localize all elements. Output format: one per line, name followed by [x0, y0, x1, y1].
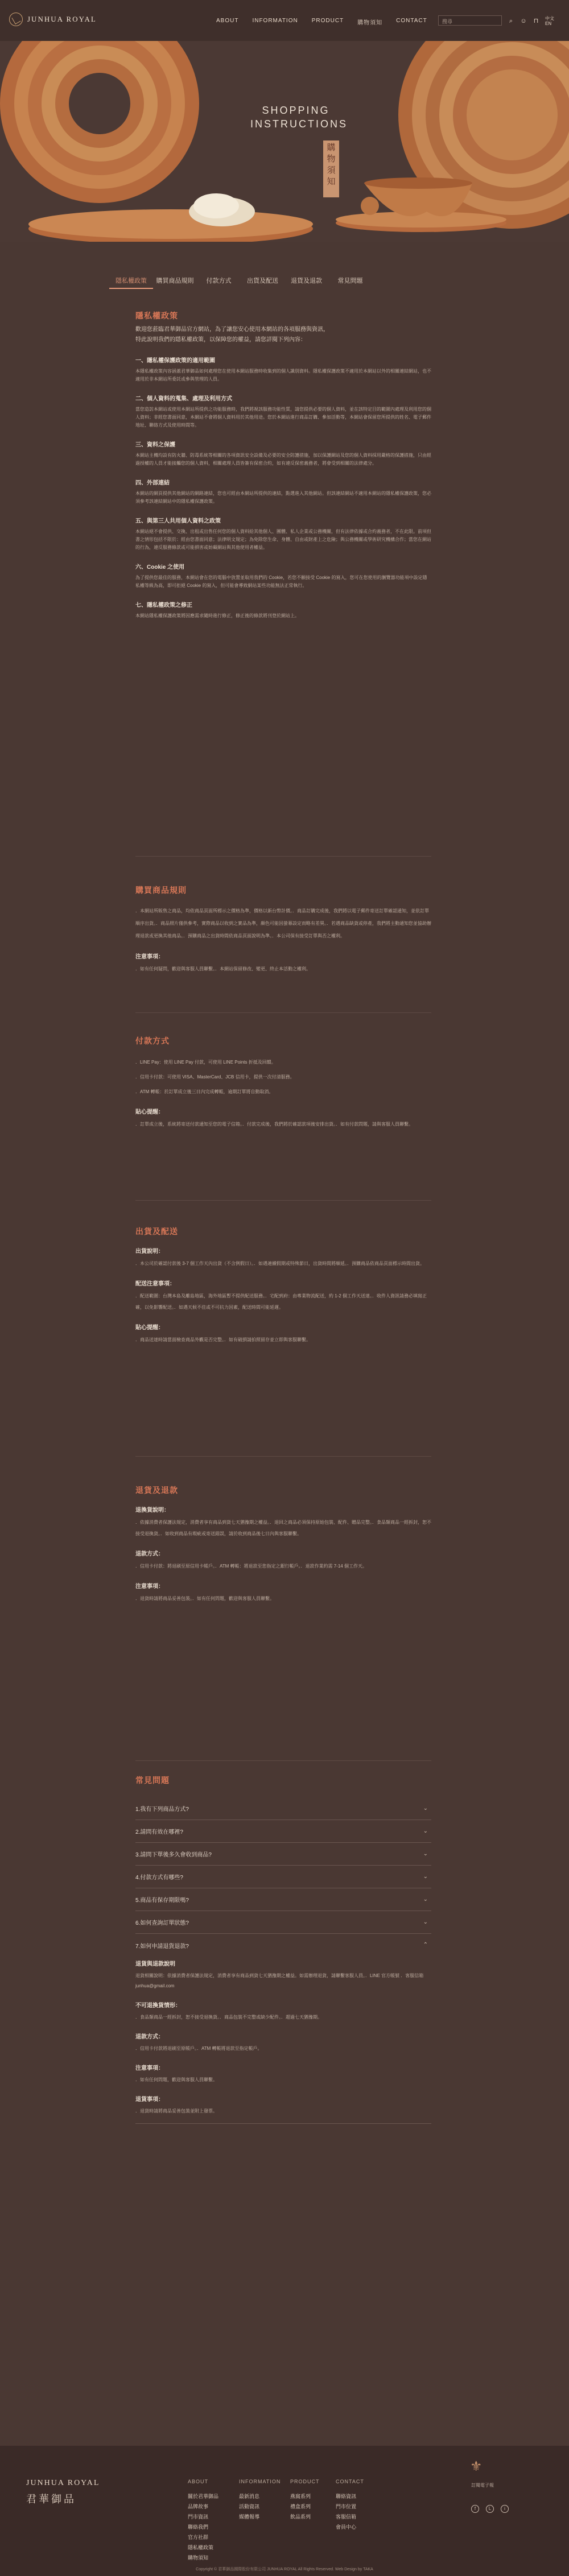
section-tabs	[109, 276, 372, 289]
hero-illustration	[0, 41, 569, 242]
faq-question: 5.商品有保存期限嗎?	[135, 1897, 189, 1904]
shipping-sub-1: 出貨說明：	[135, 1248, 164, 1255]
chevron-down-icon: ⌄	[423, 1851, 428, 1857]
footer-link[interactable]: 飲品系列	[290, 2514, 311, 2520]
emblem-icon: ⚜	[470, 2459, 483, 2474]
rules-title: 購買商品規則	[135, 886, 187, 895]
footer-link[interactable]: 聯絡資訊	[336, 2494, 357, 2499]
divider	[135, 1012, 431, 1013]
faq-answer-sub-d: 退貨事項：	[135, 2097, 164, 2103]
search-icon[interactable]: ⌕	[509, 18, 513, 24]
header-icons	[508, 16, 554, 26]
facebook-icon[interactable]: f	[471, 2505, 479, 2513]
privacy-sub-6: 六、Cookie 之使用	[135, 564, 185, 570]
faq-list	[135, 1797, 431, 2124]
faq-title: 常見問題	[135, 1776, 170, 1785]
faq-answer-para-2: ．食品類商品一經拆封，恕不接受退換貨。．商品包裝不完整或缺少配件。．超過七天猶豫期。	[135, 2015, 322, 2020]
tab-privacy[interactable]: 隱私權政策	[109, 276, 153, 289]
faq-answer-title: 退貨與退款說明	[135, 1961, 175, 1967]
instagram-icon[interactable]: i	[501, 2505, 509, 2513]
copyright-text: Copyright © 君華御品國際股份有限公司 JUNHUA ROYAL All Rights Reserved. Web Design by TAKA	[196, 2567, 373, 2571]
rules-note: ．如有任何疑問，歡迎與客服人員聯繫。．本網站保留修改、變更、終止本活動之權利。	[135, 966, 311, 971]
footer-brand-cn: 君華御品	[26, 2494, 76, 2505]
footer-link[interactable]: 活動資訊	[239, 2504, 260, 2509]
footer-link[interactable]: 官方社群	[188, 2534, 209, 2540]
footer-link[interactable]: 門市資訊	[188, 2514, 209, 2520]
footer-link[interactable]: 聯絡我們	[188, 2524, 209, 2530]
shipping-note-title: 貼心提醒：	[135, 1325, 164, 1331]
nav-shopping[interactable]: 購物須知	[357, 20, 383, 26]
faq-item-7[interactable]	[135, 1934, 431, 1957]
rules-para: ．本網站所販售之商品，均依商品頁面所標示之價格為準，價格以新台幣計價。．商品訂購完成後，我們將以電子郵件寄送訂單確認通知，並依訂單順序出貨。．商品照片僅供參考，實際商品以收到之實品為準，顏色可能因螢幕設定而略有差異。．若遇商品缺貨或停產，我們將主動通知您並協助辦理退款或更換其他商品。．預購商品之出貨時間依商品頁面說明為準。．本公司保有接受訂單與否之權利。	[135, 908, 431, 938]
privacy-para-1: 本隱私權政策內容涵蓋君華御品如何處理您在使用本網站服務時收集到的個人識別資料。隱私權保護政策不適用於本網站以外的相關連結網站，也不適用於非本網站所委託或參與管理的人員。	[135, 369, 431, 382]
rules-section	[135, 884, 431, 975]
faq-answer-para-1: 退貨相關說明：依據消費者保護法規定，消費者享有商品到貨七天猶豫期之權益。如需辦理退貨，請聯繫客服人員。．LINE 官方帳號 ．客服信箱 junhua@gmail.com	[135, 1973, 424, 1988]
shipping-para-2: ．配送範圍：台灣本島及離島地區，海外地區暫不提供配送服務。．宅配到府：由專業物流配送，約 1-2 個工作天送達。．收件人資訊請務必填寫正確，以免影響配送。．如遇天候不佳或不可抗力因素，配送時間可能延遲。	[135, 1293, 427, 1310]
hero-title-line1: SHOPPING	[262, 105, 330, 116]
faq-item-3[interactable]	[135, 1843, 431, 1866]
chevron-down-icon: ⌄	[423, 1828, 428, 1834]
privacy-para-6: 為了提供您最佳的服務，本網站會在您的電腦中放置並取用我們的 Cookie，若您不願接受 Cookie 的寫入，您可在您使用的瀏覽器功能項中設定隱私權等級為高，即可拒絕 Cookie 的寫入，但可能會導致網站某些功能無法正常執行。	[135, 575, 427, 588]
faq-question: 6.如何查詢訂單狀態?	[135, 1920, 189, 1926]
footer-link[interactable]: 燕窩系列	[290, 2494, 311, 2499]
footer-col-heading: CONTACT	[336, 2479, 364, 2484]
footer-link[interactable]: 品牌故事	[188, 2504, 209, 2509]
returns-title: 退貨及退款	[135, 1486, 178, 1495]
footer-logo[interactable]	[26, 2479, 140, 2506]
divider	[135, 1456, 431, 1457]
privacy-title: 隱私權政策	[135, 311, 178, 320]
footer-link[interactable]: 最新消息	[239, 2494, 260, 2499]
privacy-intro-2: 特此說明我們的隱私權政策，以保障您的權益，請您詳閱下列內容：	[135, 337, 306, 343]
chevron-down-icon: ⌄	[423, 1919, 428, 1925]
footer-brand: JUNHUA ROYAL	[26, 2479, 100, 2487]
footer-col-about	[188, 2479, 239, 2563]
nav-product[interactable]: PRODUCT	[311, 18, 344, 24]
nav-contact[interactable]: CONTACT	[396, 18, 427, 24]
faq-answer-sub-a: 不可退換貨情形：	[135, 2003, 181, 2009]
subscribe-link[interactable]: 訂閱電子報	[471, 2483, 494, 2488]
faq-answer	[135, 1959, 431, 2124]
faq-answer-para-4: ．如有任何問題，歡迎與客服人員聯繫。	[135, 2077, 217, 2082]
faq-answer-para-5: ．退貨時請將商品妥善包裝並附上發票。	[135, 2108, 217, 2114]
footer-link[interactable]: 客服信箱	[336, 2514, 357, 2520]
payment-title: 付款方式	[135, 1036, 170, 1045]
search-input[interactable]: 搜尋	[438, 15, 502, 26]
returns-note: ．退貨時請將商品妥善包裝。．如有任何問題，歡迎與客服人員聯繫。	[135, 1596, 274, 1601]
chevron-up-icon: ⌃	[423, 1942, 428, 1948]
shipping-title: 出貨及配送	[135, 1227, 178, 1236]
tab-payment[interactable]: 付款方式	[206, 278, 232, 284]
privacy-para-7: 本網站隱私權保護政策將因應需求隨時進行修正，修正後的條款將刊登於網站上。	[135, 613, 299, 618]
returns-section	[135, 1485, 431, 1605]
nav-about[interactable]: ABOUT	[216, 18, 239, 24]
chevron-down-icon: ⌄	[423, 1896, 428, 1903]
footer-col-heading: INFORMATION	[239, 2479, 281, 2484]
faq-item-6[interactable]	[135, 1911, 431, 1934]
faq-item-4[interactable]	[135, 1866, 431, 1888]
privacy-para-5: 本網站絕不會提供、交換、出租或出售任何您的個人資料給其他個人、團體、私人企業或公務機關，但有法律依據或合約義務者，不在此限。前項但書之情形包括不限於：經由您書面同意；法律明文規定；為免除您生命、身體、自由或財產上之危險；與公務機關或學術研究機構合作；當您在網站的行為，違反服務條款或可能損害或妨礙網站與其他使用者權益。	[135, 529, 431, 550]
privacy-sub-7: 七、隱私權政策之修正	[135, 602, 192, 609]
top-bar	[0, 0, 569, 41]
footer-col-heading: PRODUCT	[290, 2479, 320, 2484]
faq-answer-sub-c: 注意事項：	[135, 2065, 164, 2071]
lang-zh[interactable]: 中文	[545, 16, 554, 21]
faq-answer-para-3: ．信用卡付款將退刷至原帳戶。．ATM 轉帳將退款至指定帳戶。	[135, 2046, 262, 2051]
footer-col-product	[290, 2479, 341, 2522]
divider	[135, 1200, 431, 1201]
shipping-note: ．商品送達時請當面檢查商品外觀是否完整。．如有破損請拍照留存並立即與客服聯繫。	[135, 1337, 311, 1342]
faq-item-1[interactable]	[135, 1797, 431, 1820]
footer-link[interactable]: 關於君華御品	[188, 2494, 219, 2499]
hero-banner	[0, 41, 569, 242]
returns-para-1: ．依據消費者保護法規定，消費者享有商品到貨七天猶豫期之權益。．退回之商品必須保持原始包裝、配件、贈品完整。．食品類商品一經拆封，恕不接受退換貨。．如收到商品有瑕疵或寄送錯誤，請於收到商品後七日內與客服聯繫。	[135, 1520, 431, 1536]
hero-title-line2: INSTRUCTIONS	[250, 118, 348, 130]
privacy-section	[135, 310, 431, 620]
faq-question: 7.如何申請退貨退款?	[135, 1943, 189, 1950]
footer-link[interactable]: 隱私權政策	[188, 2545, 214, 2550]
faq-heading	[135, 1775, 431, 1786]
returns-note-title: 注意事項：	[135, 1583, 164, 1590]
privacy-sub-5: 五、與第三人共用個人資料之政策	[135, 518, 221, 524]
privacy-sub-2: 二、個人資料的蒐集、處理及利用方式	[135, 396, 232, 402]
social-links	[471, 2505, 509, 2513]
shipping-para-1: ．本公司於確認付款後 3-7 個工作天內出貨（不含例假日）。．如遇連續假期或特殊節日，出貨時間將順延。．預購商品依商品頁面標示時間出貨。	[135, 1261, 425, 1266]
returns-para-2: ．信用卡付款：將退刷至原信用卡帳戶。．ATM 轉帳：將退款至您指定之銀行帳戶。．退款作業約需 7-14 個工作天。	[135, 1564, 367, 1569]
site-logo[interactable]	[9, 13, 97, 26]
nav-information[interactable]: INFORMATION	[252, 18, 298, 24]
returns-sub-1: 退換貨說明：	[135, 1507, 170, 1514]
site-footer	[0, 2446, 569, 2576]
footer-link[interactable]: 媒體報導	[239, 2514, 260, 2520]
user-icon[interactable]: ☺	[520, 18, 527, 24]
privacy-para-3: 本網站主機均設有防火牆、防毒系統等相關的各項資訊安全設備及必要的安全防護措施，加以保護網站及您的個人資料採用嚴格的保護措施，只由經過授權的人員才能接觸您的個人資料，相關處理人員皆簽有保密合約，如有違反保密義務者，將會受到相關的法律處分。	[135, 453, 431, 466]
tab-shipping[interactable]: 出貨及配送	[247, 278, 278, 284]
tab-faq[interactable]: 常見問題	[337, 278, 363, 284]
faq-item-2[interactable]	[135, 1820, 431, 1843]
lang-en[interactable]: EN	[545, 21, 552, 26]
payment-note-title: 貼心提醒：	[135, 1109, 164, 1115]
chevron-down-icon: ⌄	[423, 1874, 428, 1880]
footer-col-contact	[336, 2479, 387, 2532]
cart-icon[interactable]: ⊓	[533, 18, 539, 24]
footer-link[interactable]: 門市位置	[336, 2504, 357, 2509]
brand-name: JUNHUA ROYAL	[27, 15, 97, 23]
faq-question: 1.我有下列商品方式?	[135, 1806, 189, 1813]
footer-link[interactable]: 禮盒系列	[290, 2504, 311, 2509]
language-switch[interactable]	[545, 16, 554, 26]
payment-atm: ．ATM 轉帳：於訂單成立後三日內完成轉帳，逾期訂單將自動取消。	[135, 1089, 274, 1094]
main-nav	[216, 18, 427, 26]
footer-link[interactable]: 購物須知	[188, 2555, 209, 2561]
faq-item-5[interactable]	[135, 1888, 431, 1911]
privacy-intro	[135, 325, 431, 345]
hero-title-cn: 購物須知	[327, 143, 336, 187]
faq-question: 4.付款方式有哪些?	[135, 1875, 183, 1881]
privacy-para-4: 本網站的網頁提供其他網站的網路連結，您也可經由本網站所提供的連結，點選進入其他網站。但該連結網站不適用本網站的隱私權保護政策，您必須參考該連結網站中的隱私權保護政策。	[135, 491, 431, 504]
privacy-intro-1: 歡迎您蒞臨君華御品官方網站，為了讓您安心使用本網站的各項服務與資訊，	[135, 326, 329, 333]
tab-returns[interactable]: 退貨及退款	[291, 278, 322, 284]
logo-mark-icon	[9, 13, 23, 26]
privacy-sub-1: 一、隱私權保護政策的適用範圍	[135, 358, 215, 364]
faq-question: 3.請問下單後多久會收到商品?	[135, 1852, 212, 1858]
payment-note: ．訂單成立後，系統將寄送付款通知至您的電子信箱。．付款完成後，我們將於確認款項後安排出貨。．如有付款問題，請與客服人員聯繫。	[135, 1122, 413, 1127]
footer-col-information	[239, 2479, 290, 2522]
divider	[135, 1760, 431, 1761]
payment-credit: ．信用卡付款：可使用 VISA、MasterCard、JCB 信用卡，提供一次付清服務。	[135, 1074, 295, 1080]
tab-rules[interactable]: 購買商品規則	[156, 278, 194, 284]
shipping-section	[135, 1226, 431, 1346]
privacy-sub-3: 三、資料之保護	[135, 442, 175, 448]
hero-title	[250, 104, 348, 131]
footer-col-heading: ABOUT	[188, 2479, 209, 2484]
faq-answer-sub-b: 退款方式：	[135, 2034, 164, 2040]
privacy-sub-4: 四、外部連結	[135, 480, 170, 486]
payment-section	[135, 1035, 431, 1130]
returns-sub-2: 退款方式：	[135, 1551, 164, 1557]
line-icon[interactable]: L	[486, 2505, 494, 2513]
payment-linepay: ．LINE Pay：使用 LINE Pay 付款，可使用 LINE Points 折抵及回饋。	[135, 1060, 276, 1065]
footer-link[interactable]: 會員中心	[336, 2524, 357, 2530]
shipping-sub-2: 配送注意事項：	[135, 1281, 175, 1287]
chevron-down-icon: ⌄	[423, 1805, 428, 1812]
privacy-para-2: 當您造訪本網站或使用本網站所提供之功能服務時，我們將視該服務功能性質，請您提供必要的個人資料，並在該特定目的範圍內處理及利用您的個人資料；非經您書面同意，本網站不會將個人資料用於其他用途。您於本網站進行商品訂購、參加活動等，本網站會保留您所提供的姓名、電子郵件地址、聯絡方式及使用時間等。	[135, 407, 431, 428]
divider	[135, 856, 431, 857]
faq-question: 2.請問有效在哪裡?	[135, 1829, 183, 1835]
rules-note-title: 注意事項：	[135, 954, 164, 960]
